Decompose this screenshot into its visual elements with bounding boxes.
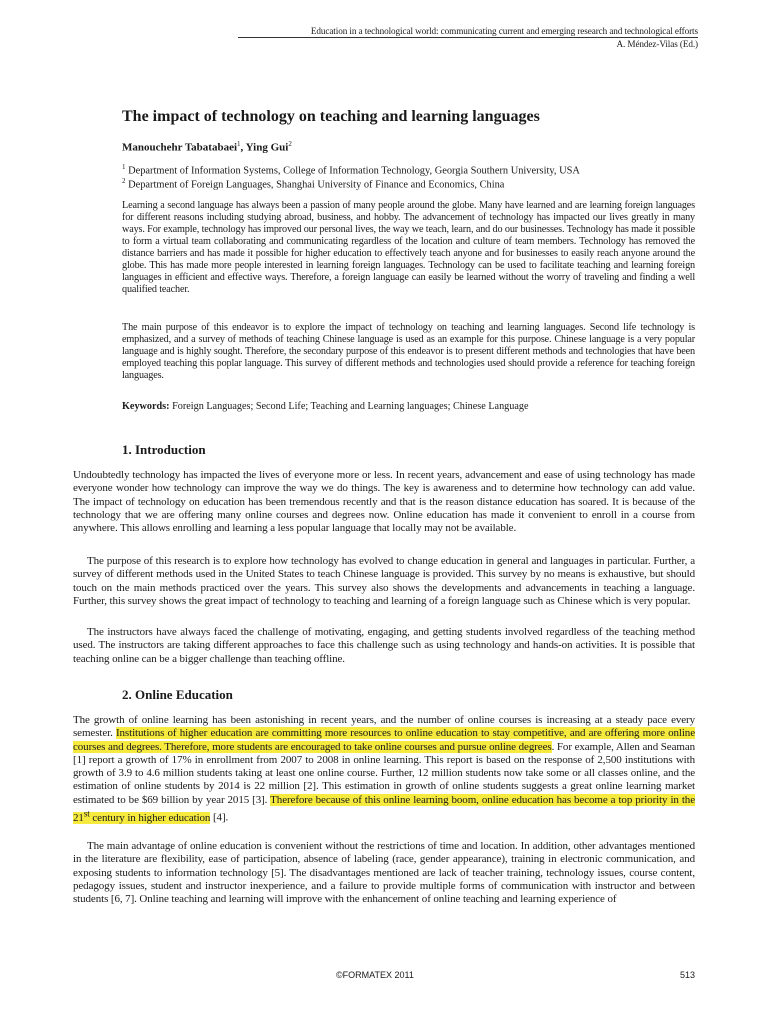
author-separator: , <box>240 141 246 154</box>
affiliation-2-text: Department of Foreign Languages, Shanghai University of Finance and Economics, China <box>128 179 505 191</box>
keywords <box>122 401 529 412</box>
body-paragraph: The instructors have always faced the challenge of motivating, engaging, and getting students involved regardless of the teaching method used. The instructors are taking different approaches to face this challenge such as using technology and hands-on activities. It is possible that teaching online can be a bigger challenge than teaching offline. <box>73 626 695 665</box>
highlighted-text: Institutions of higher education are committing more resources to online education to stay competitive, and are offering more online courses and degrees. Therefore, more students are encouraged to take online courses and pursue online degrees <box>73 727 695 753</box>
body-paragraph: Undoubtedly technology has impacted the lives of everyone more or less. In recent years, advancement and ease of using technology has made everyone wonder how technology can improve the way we do things. The key is awareness and to determine how technology can add value. The impact of technology on education has been tremendous recently and that is the reason distance education has soared. It is because of the technology that we are offering many online courses and degrees now. Online education has made it convenient to enroll in a course from anywhere. This allows enrolling and learning a less popular language that locally may not be available. <box>73 469 695 535</box>
text-run: century in higher education <box>89 811 211 824</box>
text-run: [4]. <box>210 811 229 824</box>
author-1: Manouchehr Tabatabaei <box>122 141 238 154</box>
body-paragraph: The purpose of this research is to explore how technology has evolved to change education in general and languages in particular. Further, a survey of different methods used in the United States to teach Chinese language is provided. This survey by no means is exhaustive, but should touch on the main methods practiced over the years. This survey also shows the developments and advancements in teaching a language. Further, this survey shows the great impact of technology to teaching and learning of a foreign language such as Chinese which is very popular. <box>73 555 695 607</box>
section-heading: 2. Online Education <box>122 687 233 702</box>
running-head <box>238 25 698 50</box>
section-heading: 1. Introduction <box>122 442 206 457</box>
affiliation-2 <box>122 175 504 191</box>
text-run: . For example, Allen and Seaman [1] report a growth of 17% in enrollment from 2007 to 2008 in online learning. This report is based on the response of 2,500 institutions with growth of 3.9 to 4.6 million students taking at least one online course. Further, 12 million students now take some or all classes online, and the estimation of online students by 2014 is 22 million [2]. This estimation in growth of online students suggests a great online learning market estimated to be $69 billion by year 2015 [3]. <box>73 740 696 806</box>
author-2: Ying Gui <box>245 141 289 154</box>
superscript: st <box>83 808 90 819</box>
body-paragraph <box>73 714 695 825</box>
running-head-editor: A. Méndez-Vilas (Ed.) <box>616 39 698 49</box>
affiliation-1-marker: 1 <box>122 163 126 171</box>
footer-copyright: ©FORMATEX 2011 <box>336 970 414 980</box>
author-line <box>122 140 292 154</box>
abstract-paragraph: Learning a second language has always been a passion of many people around the globe. Many have learned and are learning foreign languages for different reasons including studying abroad, business, and hobby. The advancement of technology has impacted our lives greatly in many ways. For example, technology has improved our personal lives, the way we teach, learn, and do our businesses. Technology has made it possible to form a virtual team collaborating and communicating regardless of the location and culture of team members. Technology has removed the distance barriers and has made it possible for higher education to effectively teach anyone and for businesses to easily reach anyone around the globe. This has made more people interested in learning foreign languages. Technology can be used to facilitate teaching and learning foreign languages in efficient and effective ways. Therefore, a foreign language can easily be learned without the worry of traveling and finding a well qualified teacher. <box>122 200 695 295</box>
page-number: 513 <box>680 970 696 980</box>
text-run: Therefore because of this online learning boom, online education has become a top priority in the 21 <box>73 793 695 824</box>
abstract-paragraph: The main purpose of this endeavor is to explore the impact of technology on teaching and learning languages. Second life technology is emphasized, and a survey of methods of teaching Chinese language is used as an example for this purpose. Chinese language is a very popular language and is highly sought. Therefore, the secondary purpose of this endeavor is to present different methods and technologies that have been employed teaching this poplar language. This survey of different methods and technologies used should provide a reference for teaching foreign languages. <box>122 322 695 381</box>
paper-title: The impact of technology on teaching and learning languages <box>122 108 540 125</box>
keywords-label: Keywords: <box>122 401 170 412</box>
affiliation-1-text: Department of Information Systems, College of Information Technology, Georgia Southern University, USA <box>128 165 580 177</box>
running-head-title: Education in a technological world: communicating current and emerging research and technological efforts <box>238 25 698 38</box>
author-1-affil-marker: 1 <box>237 140 241 148</box>
keywords-list: Foreign Languages; Second Life; Teaching and Learning languages; Chinese Language <box>169 401 529 412</box>
body-paragraph: The main advantage of online education is convenient without the restrictions of time and location. In addition, other advantages mentioned in the literature are flexibility, ease of participation, absence of labeling (race, gender appearance), training in electronic communication, and exposing students to information technology [5]. The disadvantages mentioned are lack of teacher training, technology issues, course content, pedagogy issues, student and instructor inexperience, and a failure to provide multiple forms of communication with instructor and between students [6, 7]. Online teaching and learning will improve with the enhancement of online teaching and learning experience of <box>73 840 695 906</box>
text-run: The growth of online learning has been astonishing in recent years, and the number of online courses is increasing at a steady pace every semester. <box>73 714 695 740</box>
author-2-affil-marker: 2 <box>288 140 292 148</box>
affiliation-2-marker: 2 <box>122 177 126 185</box>
